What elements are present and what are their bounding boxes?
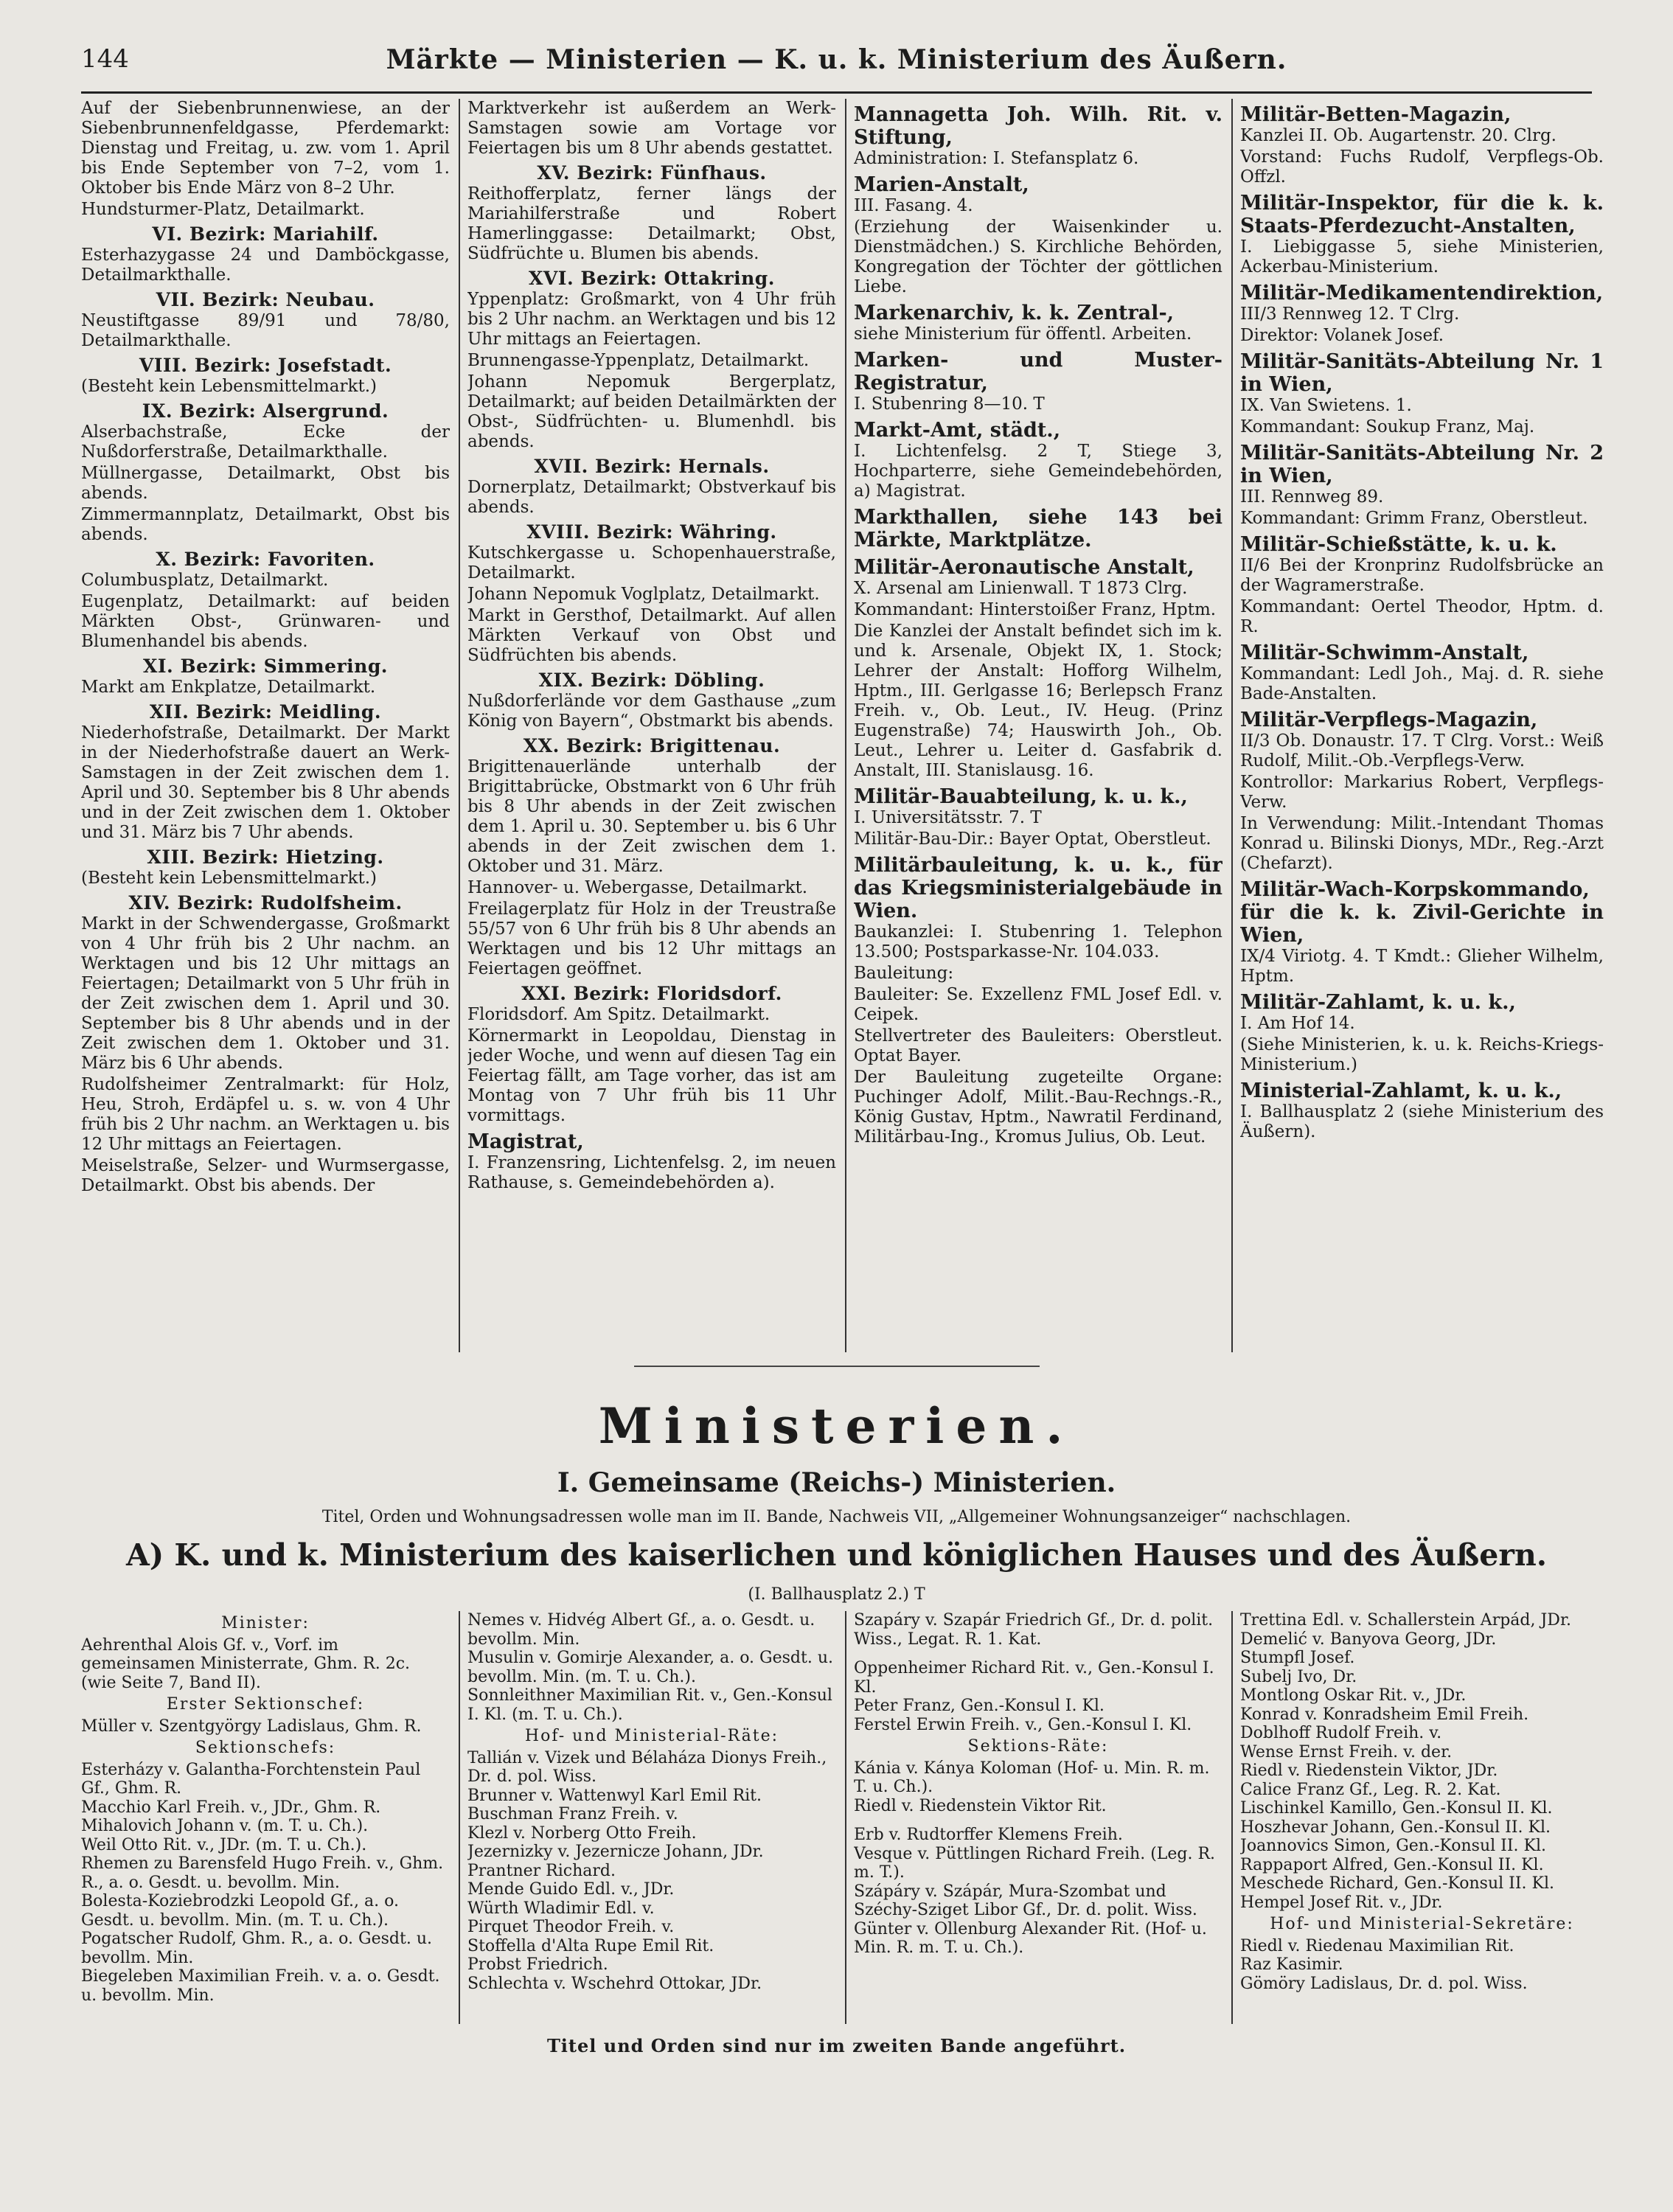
entry-text: IX/4 Viriotg. 4. T Kmdt.: Glieher Wilhelm, Hptm. — [1240, 947, 1604, 986]
page-number: 144 — [81, 44, 129, 74]
entry-text: Riedl v. Riedenau Maximilian Rit. — [1240, 1936, 1514, 1955]
entry-text: Klezl v. Norberg Otto Freih. — [467, 1823, 697, 1843]
entry-text: Vorstand: Fuchs Rudolf, Verpflegs-Ob. Offzl. — [1240, 147, 1604, 187]
entry-text: Mihalovich Johann v. (m. T. u. Ch.). — [81, 1817, 369, 1835]
entry-text: Mende Guido Edl. v., JDr. — [467, 1880, 675, 1899]
district-heading: XI. Bezirk: Simmering. — [142, 655, 389, 677]
spacer — [854, 1815, 1222, 1826]
entry-text: Lischinkel Kamillo, Gen.-Konsul II. Kl. — [1240, 1799, 1553, 1818]
entry-text: III/3 Rennweg 12. T Clrg. — [1240, 305, 1460, 324]
entry-text: Markt in der Schwendergasse, Großmarkt von 4 Uhr früh bis 2 Uhr nachm. an Werktagen und bis 12 Uhr mittags an Feiertagen; Detailmarkt von 5 Uhr früh in der Zeit zwischen dem 1. April und 30. September bis 8 Uhr abends und in der Zeit zwischen dem 1. Oktober und 31. März bis 6 Uhr abends. — [81, 914, 450, 1073]
district-heading: XVIII. Bezirk: Währing. — [526, 521, 777, 543]
entry-text: Rhemen zu Barensfeld Hugo Freih. v., Ghm. R., a. o. Gesdt. u. bevollm. Min. — [81, 1854, 444, 1892]
district-heading: X. Bezirk: Favoriten. — [156, 549, 375, 570]
district-heading: IX. Bezirk: Alsergrund. — [142, 400, 389, 422]
column-markets-1 — [81, 99, 450, 1352]
entry-text: Pogatscher Rudolf, Ghm. R., a. o. Gesdt. u. bevollm. Min. — [81, 1930, 432, 1967]
entry-text: Biegeleben Maximilian Freih. v. a. o. Gesdt. u. bevollm. Min. — [81, 1967, 440, 2005]
column-divider — [845, 99, 846, 1352]
entry-text: Kommandant: Oertel Theodor, Hptm. d. R. — [1240, 597, 1604, 636]
entry-text: Kutschkergasse u. Schopenhauerstraße, Detailmarkt. — [467, 543, 836, 582]
entry-text: Szápáry v. Szápár, Mura-Szombat und Széchy-Sziget Libor Gf., Dr. d. polit. Wiss. — [854, 1882, 1197, 1919]
section-subtitle: I. Gemeinsame (Reichs-) Ministerien. — [557, 1467, 1116, 1498]
column-institutions-1 — [854, 99, 1222, 1352]
entry-text: III. Fasang. 4. — [854, 196, 973, 215]
entry-text: Kanzlei II. Ob. Augartenstr. 20. Clrg. — [1240, 126, 1557, 145]
entry-heading: Militär-Verpflegs-Magazin, — [1240, 709, 1538, 731]
entry-text: Pirquet Theodor Freih. v. — [467, 1918, 675, 1936]
district-heading: XV. Bezirk: Fünfhaus. — [537, 162, 767, 184]
entry-text: Reithofferplatz, ferner längs der Mariahilferstraße und Robert Hamerlinggasse: Detailmarkt; Obst, Südfrüchte u. Blumen bis abends. — [467, 184, 836, 263]
column-divider — [1231, 99, 1233, 1352]
entry-text: Brunnengasse-Yppenplatz, Detailmarkt. — [467, 351, 810, 370]
entry-text: Demelić v. Banyova Georg, JDr. — [1240, 1630, 1497, 1649]
entry-text: Raz Kasimir. — [1240, 1955, 1343, 1974]
entry-text: siehe Ministerium für öffentl. Arbeiten. — [854, 324, 1192, 344]
entry-text: I. Stubenring 8—10. T — [854, 394, 1045, 414]
entry-text: Hempel Josef Rit. v., JDr. — [1240, 1893, 1443, 1912]
footnote: Titel und Orden sind nur im zweiten Bande angeführt. — [546, 2035, 1127, 2056]
entry-text: Kommandant: Grimm Franz, Oberstleut. — [1240, 509, 1588, 528]
entry-text: Eugenplatz, Detailmarkt: auf beiden Märkten Obst-, Grünwaren- und Blumenhandel bis abends. — [81, 592, 450, 651]
entry-text: Jezernizky v. Jezernicze Johann, JDr. — [467, 1843, 764, 1861]
entry-heading: Militär-Betten-Magazin, — [1240, 103, 1512, 126]
column-divider — [459, 99, 460, 1352]
entry-text: Esterházy v. Galantha-Forchtenstein Paul Gf., Ghm. R. — [81, 1760, 421, 1798]
entry-text: Kánia v. Kánya Koloman (Hof- u. Min. R. m. T. u. Ch.). — [854, 1759, 1210, 1796]
entry-text: II/3 Ob. Donaustr. 17. T Clrg. Vorst.: Weiß Rudolf, Milit.-Ob.-Verpflegs-Verw. — [1240, 731, 1604, 771]
entry-text: II/6 Bei der Kronprinz Rudolfsbrücke an der Wagramerstraße. — [1240, 556, 1604, 595]
entry-text: Oppenheimer Richard Rit. v., Gen.-Konsul I. Kl. — [854, 1659, 1214, 1697]
entry-text: I. Ballhausplatz 2 (siehe Ministerium des Äußern). — [1240, 1102, 1604, 1141]
entry-text: Neustiftgasse 89/91 und 78/80, Detailmarkthalle. — [81, 311, 450, 350]
entry-heading: Militär-Wach-Korpskommando, für die k. k. Zivil-Gerichte in Wien, — [1240, 878, 1604, 947]
entry-text: Administration: I. Stefansplatz 6. — [854, 149, 1139, 168]
entry-text: Würth Wladimir Edl. v. — [467, 1899, 655, 1918]
column-markets-2 — [467, 99, 836, 1352]
entry-heading: Militär-Bauabteilung, k. u. k., — [854, 785, 1188, 808]
district-heading: VII. Bezirk: Neubau. — [156, 289, 375, 310]
entry-text: Joannovics Simon, Gen.-Konsul II. Kl. — [1240, 1837, 1546, 1855]
role-heading: Erster Sektionschef: — [166, 1695, 365, 1714]
entry-text: Müller v. Szentgyörgy Ladislaus, Ghm. R. — [81, 1717, 422, 1736]
district-heading: XVII. Bezirk: Hernals. — [534, 456, 770, 477]
entry-text: Nußdorferlände vor dem Gasthause „zum König von Bayern“, Obstmarkt bis abends. — [467, 692, 836, 731]
entry-text: Militär-Bau-Dir.: Bayer Optat, Oberstleut. — [854, 830, 1211, 849]
entry-text: Buschman Franz Freih. v. — [467, 1805, 678, 1823]
entry-text: Musulin v. Gomirje Alexander, a. o. Gesdt. u. bevollm. Min. (m. T. u. Ch.). — [467, 1649, 833, 1686]
column-divider — [1231, 1611, 1233, 2024]
entry-text: Nemes v. Hidvég Albert Gf., a. o. Gesdt. u. bevollm. Min. — [467, 1611, 815, 1649]
entry-text: Bolesta-Koziebrodzki Leopold Gf., a. o. Gesdt. u. bevollm. Min. (m. T. u. Ch.). — [81, 1892, 399, 1930]
entry-text: Alserbachstraße, Ecke der Nußdorferstraße, Detailmarkthalle. — [81, 422, 450, 462]
entry-text: Baukanzlei: I. Stubenring 1. Telephon 13.500; Postsparkasse-Nr. 104.033. — [854, 922, 1222, 961]
entry-heading: Militär-Sanitäts-Abteilung Nr. 2 in Wien, — [1240, 442, 1604, 487]
entry-text: (Besteht kein Lebensmittelmarkt.) — [81, 377, 377, 396]
district-heading: XXI. Bezirk: Floridsdorf. — [521, 983, 782, 1004]
district-heading: VIII. Bezirk: Josefstadt. — [139, 355, 392, 376]
entry-text: Riedl v. Riedenstein Viktor Rit. — [854, 1796, 1107, 1815]
entry-text: Columbusplatz, Detailmarkt. — [81, 571, 329, 590]
entry-text: Stoffella d'Alta Rupe Emil Rit. — [467, 1936, 714, 1955]
role-heading: Sektions-Räte: — [967, 1737, 1109, 1756]
entry-text: IX. Van Swietens. 1. — [1240, 396, 1412, 415]
entry-text: Der Bauleitung zugeteilte Organe: Puchinger Adolf, Milit.-Bau-Rechngs.-R., König Gustav, Hptm., Nawratil Ferdinand, Militärbau-Ing., Kromus Julius, Ob. Leut. — [854, 1068, 1222, 1147]
entry-heading: Militärbauleitung, k. u. k., für das Kriegsministerialgebäude in Wien. — [854, 854, 1222, 922]
entry-text: Markt am Enkplatze, Detailmarkt. — [81, 678, 376, 697]
district-heading: XIII. Bezirk: Hietzing. — [147, 846, 384, 868]
entry-text: Trettina Edl. v. Schallerstein Arpád, JDr. — [1240, 1611, 1572, 1630]
entry-text: Kommandant: Soukup Franz, Maj. — [1240, 417, 1535, 437]
entry-text: Ferstel Erwin Freih. v., Gen.-Konsul I. Kl. — [854, 1715, 1192, 1734]
entry-text: Subelj Ivo, Dr. — [1240, 1667, 1357, 1686]
entry-text: Niederhofstraße, Detailmarkt. Der Markt in der Niederhofstraße dauert an Werk-Samstagen in der Zeit zwischen dem 1. April und 30. September bis 8 Uhr abends und in der Zeit zwischen dem 1. Oktober und 31. März bis 7 Uhr abends. — [81, 723, 450, 842]
entry-text: Tallián v. Vizek und Bélaháza Dionys Freih., Dr. d. pol. Wiss. — [467, 1748, 827, 1786]
entry-heading: Ministerial-Zahlamt, k. u. k., — [1240, 1079, 1562, 1102]
entry-text: Auf der Siebenbrunnenwiese, an der Siebenbrunnenfeldgasse, Pferdemarkt: Dienstag und Freitag, u. zw. vom 1. April bis Ende September von 7–2, vom 1. Oktober bis Ende März von 8–2 Uhr. — [81, 99, 450, 198]
entry-text: Stumpfl Josef. — [1240, 1649, 1355, 1667]
entry-text: Hannover- u. Webergasse, Detailmarkt. — [467, 878, 808, 897]
entry-heading: Militär-Sanitäts-Abteilung Nr. 1 in Wien, — [1240, 350, 1604, 396]
entry-text: I. Lichtenfelsg. 2 T, Stiege 3, Hochparterre, siehe Gemeindebehörden, a) Magistrat. — [854, 442, 1222, 501]
role-heading: Minister: — [221, 1614, 310, 1632]
district-heading: XIV. Bezirk: Rudolfsheim. — [128, 892, 403, 914]
entry-text: Brigittenauerlände unterhalb der Brigittabrücke, Obstmarkt von 6 Uhr früh bis 8 Uhr abends in der Zeit zwischen dem 1. April u. 30. September u. bis 6 Uhr abends in der Zeit zwischen dem 1. Oktober und 31. März. — [467, 757, 836, 876]
entry-text: Johann Nepomuk Voglplatz, Detailmarkt. — [467, 585, 820, 604]
lower-columns — [81, 1611, 1604, 2024]
entry-text: Rudolfsheimer Zentralmarkt: für Holz, Heu, Stroh, Erdäpfel u. s. w. von 4 Uhr früh bis 2 Uhr nachm. an Werktagen u. bis 12 Uhr mittags an Feiertagen. — [81, 1075, 450, 1154]
entry-text: Erb v. Rudtorffer Klemens Freih. — [854, 1826, 1123, 1844]
ministry-address: (I. Ballhausplatz 2.) T — [748, 1585, 925, 1604]
entry-heading: Magistrat, — [467, 1130, 584, 1153]
entry-heading: Markenarchiv, k. k. Zentral-, — [854, 302, 1175, 324]
entry-text: Calice Franz Gf., Leg. R. 2. Kat. — [1240, 1780, 1501, 1799]
column-staff-3 — [854, 1611, 1222, 2024]
section-note: Titel, Orden und Wohnungsadressen wolle man im II. Bande, Nachweis VII, „Allgemeiner Wohnungsanzeiger“ nachschlagen. — [321, 1508, 1352, 1526]
district-heading: XVI. Bezirk: Ottakring. — [529, 268, 775, 289]
spacer — [854, 1649, 1222, 1659]
entry-text: Kommandant: Ledl Joh., Maj. d. R. siehe Bade-Anstalten. — [1240, 664, 1604, 703]
section-title: Ministerien. — [598, 1397, 1075, 1455]
entry-text: Wense Ernst Freih. v. der. — [1240, 1742, 1453, 1761]
entry-heading: Militär-Medikamentendirektion, — [1240, 282, 1604, 305]
entry-heading: Militär-Schießstätte, k. u. k. — [1240, 533, 1557, 556]
district-heading: XII. Bezirk: Meidling. — [149, 701, 382, 723]
entry-text: Markt in Gersthof, Detailmarkt. Auf allen Märkten Verkauf von Obst und Südfrüchten bis abends. — [467, 606, 836, 665]
entry-heading: Marien-Anstalt, — [854, 173, 1029, 196]
column-staff-4 — [1240, 1611, 1604, 2024]
entry-heading: Markt-Amt, städt., — [854, 419, 1061, 442]
column-institutions-2 — [1240, 99, 1604, 1352]
column-staff-1 — [81, 1611, 450, 2024]
entry-text: I. Am Hof 14. — [1240, 1014, 1355, 1033]
district-heading: XX. Bezirk: Brigittenau. — [523, 735, 781, 757]
entry-heading: Militär-Aeronautische Anstalt, — [854, 556, 1194, 579]
entry-text: Bauleiter: Se. Exzellenz FML Josef Edl. v. Ceipek. — [854, 985, 1222, 1024]
column-divider — [845, 1611, 846, 2024]
entry-text: Doblhoff Rudolf Freih. v. — [1240, 1724, 1442, 1742]
entry-heading: Markthallen, siehe 143 bei Märkte, Marktplätze. — [854, 506, 1222, 552]
entry-text: Esterhazygasse 24 und Damböckgasse, Detailmarkthalle. — [81, 246, 450, 285]
entry-text: Prantner Richard. — [467, 1861, 616, 1880]
entry-text: Macchio Karl Freih. v., JDr., Ghm. R. — [81, 1798, 381, 1817]
column-staff-2 — [467, 1611, 836, 2024]
entry-heading: Militär-Schwimm-Anstalt, — [1240, 641, 1529, 664]
entry-heading: Mannagetta Joh. Wilh. Rit. v. Stiftung, — [854, 103, 1222, 149]
entry-text: Meschede Richard, Gen.-Konsul II. Kl. — [1240, 1874, 1555, 1893]
entry-text: Riedl v. Riedenstein Viktor, JDr. — [1240, 1761, 1498, 1780]
entry-text: Zimmermannplatz, Detailmarkt, Obst bis abends. — [81, 505, 450, 544]
entry-text: I. Franzensring, Lichtenfelsg. 2, im neuen Rathause, s. Gemeindebehörden a). — [467, 1153, 836, 1192]
entry-text: Kommandant: Hinterstoißer Franz, Hptm. — [854, 600, 1217, 619]
entry-text: I. Liebiggasse 5, siehe Ministerien, Ackerbau-Ministerium. — [1240, 237, 1604, 276]
entry-text: Direktor: Volanek Josef. — [1240, 326, 1444, 345]
entry-text: Dornerplatz, Detailmarkt; Obstverkauf bis abends. — [467, 478, 836, 517]
entry-text: Szapáry v. Szapár Friedrich Gf., Dr. d. polit. Wiss., Legat. R. 1. Kat. — [854, 1611, 1214, 1649]
entry-text: (Erziehung der Waisenkinder u. Dienstmädchen.) S. Kirchliche Behörden, Kongregation der Töchter der göttlichen Liebe. — [854, 218, 1222, 296]
entry-text: I. Universitätsstr. 7. T — [854, 808, 1042, 827]
role-heading: Hof- und Ministerial-Sekretäre: — [1270, 1915, 1574, 1933]
entry-text: III. Rennweg 89. — [1240, 487, 1384, 507]
entry-text: Weil Otto Rit. v., JDr. (m. T. u. Ch.). — [81, 1835, 367, 1854]
entry-text: Konrad v. Konradsheim Emil Freih. — [1240, 1705, 1529, 1724]
entry-text: Gömöry Ladislaus, Dr. d. pol. Wiss. — [1240, 1974, 1528, 1993]
ministry-heading: A) K. und k. Ministerium des kaiserlichen und königlichen Hauses und des Äußern. — [125, 1537, 1548, 1573]
entry-text: Sonnleithner Maximilian Rit. v., Gen.-Konsul I. Kl. (m. T. u. Ch.). — [467, 1686, 832, 1724]
entry-heading: Militär-Zahlamt, k. u. k., — [1240, 991, 1516, 1014]
entry-heading: Militär-Inspektor, für die k. k. Staats-Pferdezucht-Anstalten, — [1240, 192, 1604, 237]
entry-text: Rappaport Alfred, Gen.-Konsul II. Kl. — [1240, 1855, 1544, 1874]
entry-text: Johann Nepomuk Bergerplatz, Detailmarkt; auf beiden Detailmärkten der Obst-, Südfrüchten- u. Blumenhdl. bis abends. — [467, 372, 836, 451]
section-rule — [634, 1366, 1040, 1367]
upper-columns — [81, 99, 1604, 1352]
entry-text: Körnermarkt in Leopoldau, Dienstag in jeder Woche, und wenn auf diesen Tag ein Feiertag fällt, am Tage vorher, das ist am Montag von 7 Uhr früh bis 11 Uhr vormittags. — [467, 1026, 836, 1125]
entry-text: Bauleitung: — [854, 964, 954, 983]
role-heading: Hof- und Ministerial-Räte: — [524, 1727, 779, 1745]
entry-text: Montlong Oskar Rit. v., JDr. — [1240, 1686, 1467, 1705]
running-header — [81, 44, 1592, 88]
entry-text: Hoszhevar Johann, Gen.-Konsul II. Kl. — [1240, 1818, 1551, 1837]
running-title: Märkte — Ministerien — K. u. k. Ministerium des Äußern. — [386, 44, 1287, 75]
entry-text: Die Kanzlei der Anstalt befindet sich im k. und k. Arsenale, Objekt IX, 1. Stock; Lehrer der Anstalt: Hofforg Wilhelm, Hptm., III. Gerlgasse 16; Berlepsch Franz Freih. v., Ob. Leut., IV. Heug. (Prinz Eugenstraße) 74; Hauswirth Joh., Ob. Leut., Lehrer u. Leiter d. Gasfabrik d. Anstalt, III. Stanislausg. 16. — [854, 622, 1222, 780]
entry-text: Vesque v. Püttlingen Richard Freih. (Leg. R. m. T.). — [854, 1844, 1216, 1882]
district-heading: XIX. Bezirk: Döbling. — [538, 669, 765, 691]
entry-text: Floridsdorf. Am Spitz. Detailmarkt. — [467, 1005, 771, 1024]
entry-text: (Besteht kein Lebensmittelmarkt.) — [81, 869, 377, 888]
entry-text: Kontrollor: Markarius Robert, Verpflegs-Verw. — [1240, 773, 1604, 812]
entry-text: Freilagerplatz für Holz in der Treustraße 55/57 von 6 Uhr früh bis 8 Uhr abends an Werktagen und bis 12 Uhr mittags an Feiertagen geöffnet. — [467, 900, 836, 978]
role-heading: Sektionschefs: — [195, 1739, 336, 1757]
entry-text: Müllnergasse, Detailmarkt, Obst bis abends. — [81, 464, 450, 503]
district-heading: VI. Bezirk: Mariahilf. — [152, 223, 379, 245]
entry-text: Meiselstraße, Selzer- und Wurmsergasse, Detailmarkt. Obst bis abends. Der — [81, 1156, 450, 1195]
entry-text: Aehrenthal Alois Gf. v., Vorf. im gemeinsamen Ministerrate, Ghm. R. 2c. (wie Seite 7, Band II). — [81, 1635, 411, 1692]
entry-text: Peter Franz, Gen.-Konsul I. Kl. — [854, 1697, 1105, 1715]
entry-text: Marktverkehr ist außerdem an Werk-Samstagen sowie am Vortage vor Feiertagen bis um 8 Uhr abends gestattet. — [467, 99, 836, 158]
entry-text: Schlechta v. Wschehrd Ottokar, JDr. — [467, 1974, 762, 1993]
entry-text: In Verwendung: Milit.-Intendant Thomas Konrad u. Bilinski Dionys, MDr., Reg.-Arzt (Chefarzt). — [1240, 814, 1604, 873]
entry-text: X. Arsenal am Linienwall. T 1873 Clrg. — [854, 579, 1188, 598]
entry-text: (Siehe Ministerien, k. u. k. Reichs-Kriegs-Ministerium.) — [1240, 1035, 1604, 1074]
entry-text: Hundsturmer-Platz, Detailmarkt. — [81, 200, 365, 219]
entry-text: Yppenplatz: Großmarkt, von 4 Uhr früh bis 2 Uhr nachm. an Werktagen und bis 12 Uhr mittags an Feiertagen. — [467, 290, 836, 349]
header-rule — [81, 91, 1592, 94]
entry-heading: Marken- und Muster-Registratur, — [854, 349, 1222, 394]
entry-text: Stellvertreter des Bauleiters: Oberstleut. Optat Bayer. — [854, 1026, 1222, 1065]
entry-text: Probst Friedrich. — [467, 1955, 608, 1974]
entry-text: Günter v. Ollenburg Alexander Rit. (Hof- u. Min. R. m. T. u. Ch.). — [854, 1919, 1207, 1957]
entry-text: Brunner v. Wattenwyl Karl Emil Rit. — [467, 1786, 762, 1805]
column-divider — [459, 1611, 460, 2024]
